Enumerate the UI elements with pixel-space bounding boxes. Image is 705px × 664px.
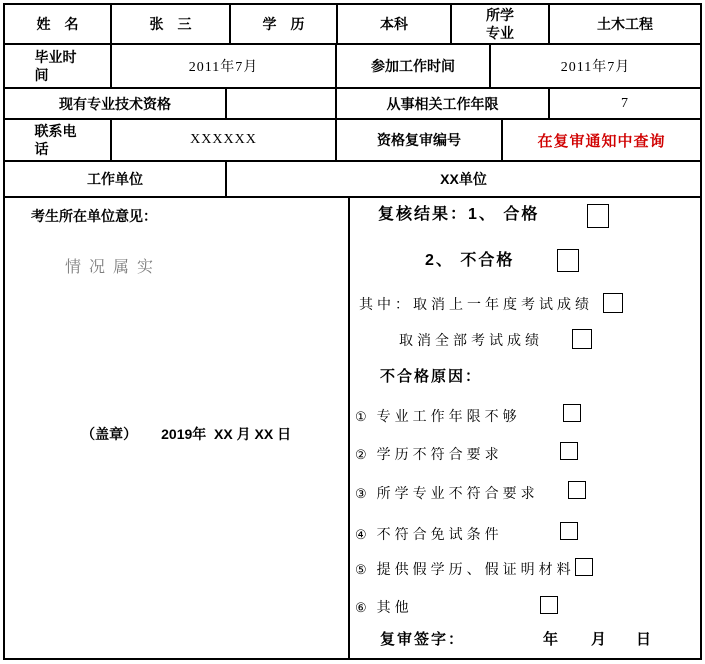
opinion-comment-text: 情况属实 [65,259,162,276]
seal-and-date-line [50,408,291,460]
reason-2-number: ② [355,447,367,462]
day-unit: 日 [636,631,652,648]
year-unit: 年 [543,631,559,648]
fail-reason-header: 不合格原因： [380,368,483,385]
cancel-last-year-line: 其中：取消上一年度考试成绩 [359,298,593,313]
reason-2-checkbox[interactable] [560,442,578,460]
education-value: 本科 [338,5,452,43]
review-result-section [350,198,700,658]
employer-value: XX单位 [440,171,487,187]
row-opinion-review [5,198,700,658]
sign-label: 复审签字： [380,631,466,648]
graduation-value: 2011年7月 [112,45,337,87]
major-label [452,5,550,43]
reason-6-label: 其他 [376,601,413,616]
phone-label [5,120,112,160]
reason-3-number: ③ [355,486,367,501]
name-value: 张 三 [112,5,231,43]
result-fail-line: 2、 不合格 [425,252,515,269]
qualification-value [227,89,337,118]
graduation-label [5,45,112,87]
pass-checkbox[interactable] [587,204,609,228]
review-no-label: 资格复审编号 [337,120,503,160]
reason-item-6 [355,597,413,619]
reason-5-number: ⑤ [355,562,367,577]
qualification-review-form-table [3,3,702,660]
reason-3-label: 所学专业不符合要求 [376,487,539,502]
month-unit: 月 [591,631,607,648]
reason-4-checkbox[interactable] [560,522,578,540]
cancel-all-line: 取消全部考试成绩 [399,334,543,349]
reason-item-5 [355,559,575,581]
review-no-value: 在复审通知中查询 [537,132,666,150]
row-graduation-workstart [5,45,700,89]
work-years-value: 7 [621,95,629,111]
result-pass-line: 复核结果：1、 合格 [378,206,540,223]
reason-2-label: 学历不符合要求 [376,448,503,463]
graduation-label-text: 毕业时间 [34,48,77,83]
reason-item-2 [355,444,503,466]
reason-4-number: ④ [355,527,367,542]
seal-date: 2019年 XX 月 XX 日 [161,426,292,442]
reason-1-label: 专业工作年限不够 [376,410,521,425]
work-start-value: 2011年7月 [560,60,631,75]
fail-checkbox[interactable] [557,249,579,272]
work-years-label: 从事相关工作年限 [337,89,550,118]
reason-1-number: ① [355,409,367,424]
reason-item-4 [355,524,503,546]
employer-opinion-section [5,198,350,658]
row-employer [5,162,700,198]
reason-5-checkbox[interactable] [575,558,593,576]
work-start-label: 参加工作时间 [337,45,491,87]
reason-5-label: 提供假学历、假证明材料 [376,563,575,578]
row-qualification-years [5,89,700,120]
education-label: 学 历 [231,5,338,43]
employer-label: 工作单位 [5,162,227,196]
row-name-education-major [5,5,700,45]
major-value: 土木工程 [597,16,653,32]
reason-3-checkbox[interactable] [568,481,586,499]
reason-item-3 [355,483,539,505]
cancel-all-checkbox[interactable] [572,329,592,349]
name-label: 姓 名 [5,5,112,43]
reason-item-1 [355,406,521,428]
review-signature-line [350,629,700,658]
major-label-text: 所学专业 [486,6,514,41]
employer-opinion-title: 考生所在单位意见： [31,208,157,224]
qualification-label: 现有专业技术资格 [5,89,227,118]
reason-6-number: ⑥ [355,600,367,615]
reason-4-label: 不符合免试条件 [376,528,503,543]
row-phone-reviewno [5,120,700,162]
reason-1-checkbox[interactable] [563,404,581,422]
seal-label: （盖章） [81,426,138,442]
reason-6-checkbox[interactable] [540,596,558,614]
phone-label-text: 联系电话 [34,122,77,157]
cancel-last-year-checkbox[interactable] [603,293,623,313]
phone-value: XXXXXX [112,120,337,160]
